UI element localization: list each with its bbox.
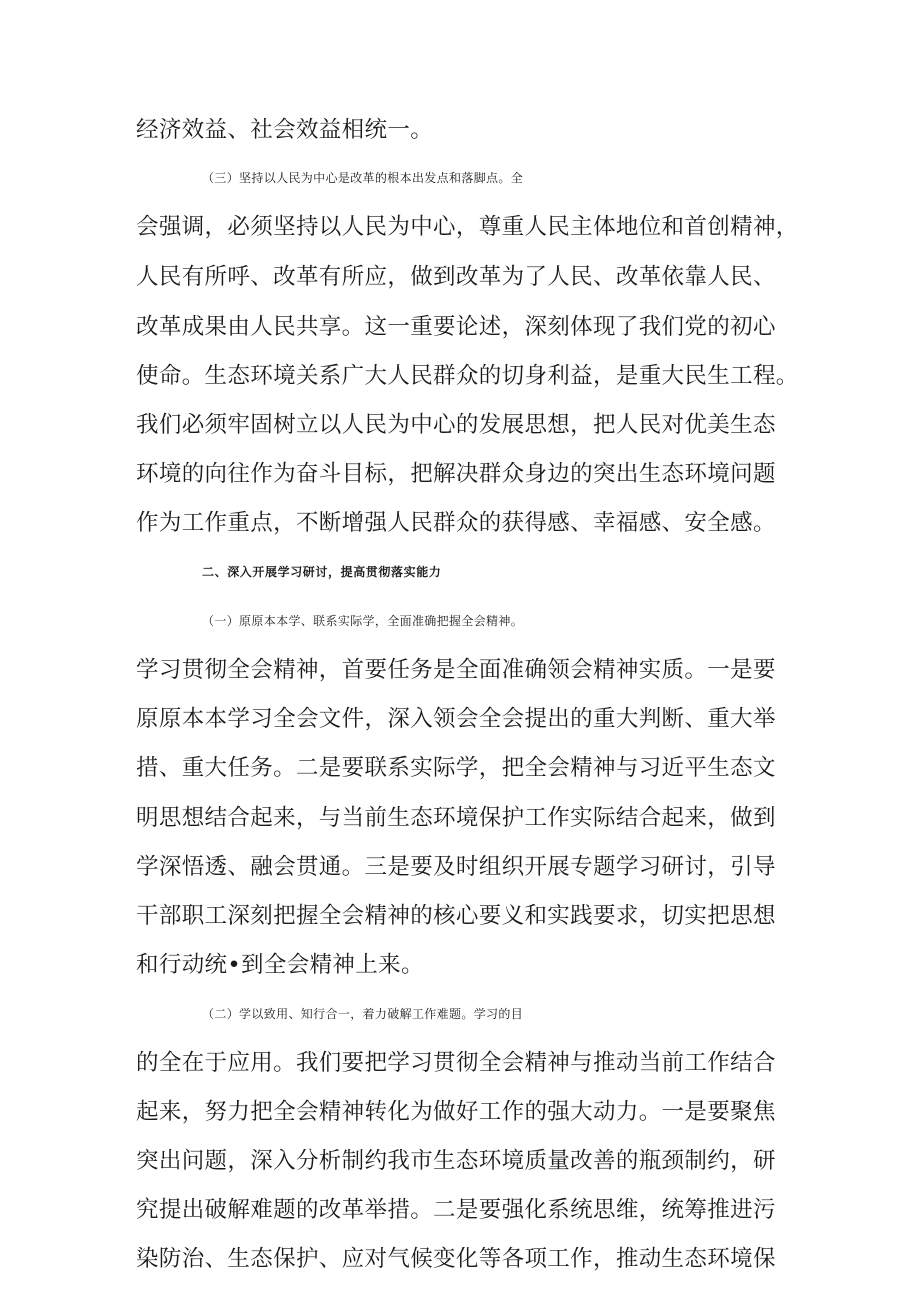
text-line: 干部职工深刻把握全会精神的核心要义和实践要求，切实把思想 (136, 903, 776, 929)
paragraph-first-line: （一）原原本本学、联系实际学，全面准确把握全会精神。 (202, 614, 524, 628)
text-line: 改革成果由人民共享。这一重要论述，深刻体现了我们党的初心 (136, 314, 776, 340)
text-line: 和行动统•到全会精神上来。 (136, 952, 424, 978)
section-heading: 二、深入开展学习研讨，提高贯彻落实能力 (202, 565, 442, 579)
text-line: 原原本本学习全会文件，深入领会全会提出的重大判断、重大举 (136, 706, 776, 732)
paragraph-first-line: （三）坚持以人民为中心是改革的根本出发点和落脚点。全 (202, 171, 524, 185)
text-line: 措、重大任务。二是要联系实际学，把全会精神与习近平生态文 (136, 755, 776, 781)
paragraph-first-line: （二）学以致用、知行合一，着力破解工作难题。学习的目 (202, 1007, 524, 1021)
text-line: 的全在于应用。我们要把学习贯彻全会精神与推动当前工作结合 (136, 1050, 776, 1076)
text-line: 我们必须牢固树立以人民为中心的发展思想，把人民对优美生态 (136, 412, 776, 438)
text-line: 明思想结合起来，与当前生态环境保护工作实际结合起来，做到 (136, 805, 776, 831)
text-line: 环境的向往作为奋斗目标，把解决群众身边的突出生态环境问题 (136, 461, 776, 487)
text-line: 使命。生态环境关系广大人民群众的切身利益，是重大民生工程。 (136, 363, 799, 389)
text-line: 作为工作重点，不断增强人民群众的获得感、幸福感、安全感。 (136, 510, 776, 536)
text-line: 染防治、生态保护、应对气候变化等各项工作，推动生态环境保 (136, 1246, 776, 1272)
text-line: 经济效益、社会效益相统一。 (136, 117, 434, 143)
text-line: 会强调，必须坚持以人民为中心，尊重人民主体地位和首创精神， (136, 214, 799, 240)
text-line: 究提出破解难题的改革举措。二是要强化系统思维，统筹推进污 (136, 1197, 776, 1223)
text-line: 起来，努力把全会精神转化为做好工作的强大动力。一是要聚焦 (136, 1099, 776, 1125)
text-line: 人民有所呼、改革有所应，做到改革为了人民、改革依靠人民、 (136, 264, 776, 290)
text-line: 突出问题，深入分析制约我市生态环境质量改善的瓶颈制约，研 (136, 1148, 776, 1174)
text-line: 学习贯彻全会精神，首要任务是全面准确领会精神实质。一是要 (136, 657, 776, 683)
text-line: 学深悟透、融会贯通。三是要及时组织开展专题学习研讨，引导 (136, 854, 776, 880)
